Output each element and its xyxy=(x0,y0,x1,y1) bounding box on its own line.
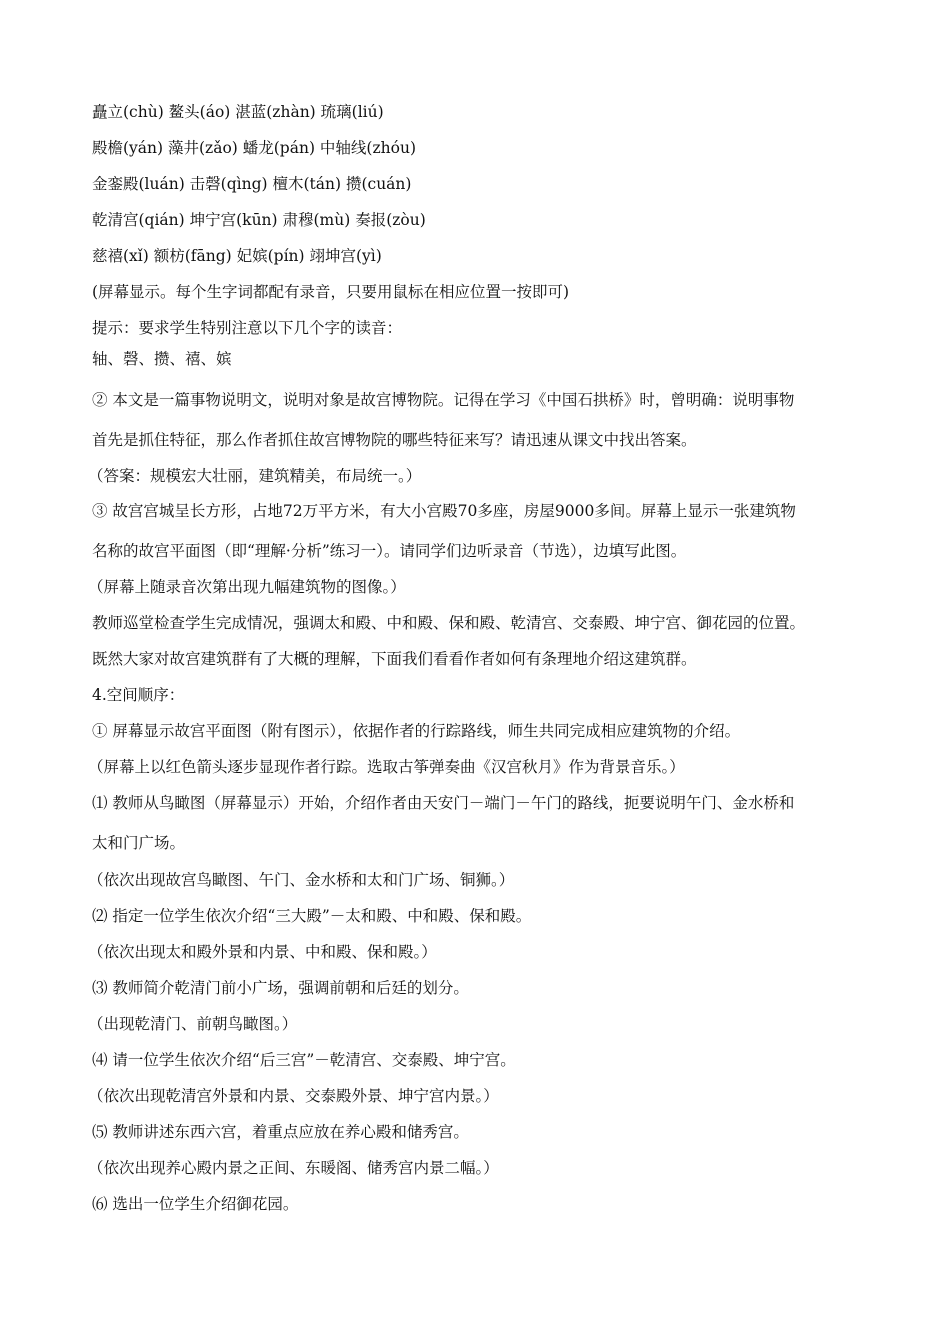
item-4-line: ⑷ 请一位学生依次介绍“后三宫”－乾清宫、交泰殿、坤宁宫。 xyxy=(92,1051,516,1069)
paragraph-2-line-2: 首先是抓住特征，那么作者抓住故宫博物院的哪些特征来写？请迅速从课文中找出答案。 xyxy=(92,431,697,449)
paragraph-3-line-1: ③ 故宫宫城呈长方形，占地72万平方米，有大小宫殿70多座，房屋9000多间。屏幕上显示一张建筑物 xyxy=(92,502,796,520)
screen-note-images: （屏幕上随录音次第出现九幅建筑物的图像。） xyxy=(88,578,406,596)
answer-note: （答案：规模宏大壮丽，建筑精美，布局统一。） xyxy=(88,467,422,485)
screen-note-arrows: （屏幕上以红色箭头逐步显现作者行踪。选取古筝弹奏曲《汉宫秋月》作为背景音乐。） xyxy=(88,758,685,776)
transition-line: 既然大家对故宫建筑群有了大概的理解，下面我们看看作者如何有条理地介绍这建筑群。 xyxy=(92,650,697,668)
vocab-line-1: 矗立(chù) 鳌头(áo) 湛蓝(zhàn) 琉璃(liú) xyxy=(92,103,384,121)
item-1-line-2: 太和门广场。 xyxy=(92,834,186,852)
vocab-line-4: 乾清宫(qián) 坤宁宫(kūn) 肃穆(mù) 奏报(zòu) xyxy=(92,211,426,229)
vocab-line-5: 慈禧(xǐ) 额枋(fāng) 妃嫔(pín) 翊坤宫(yì) xyxy=(92,247,382,265)
item-1-line-1: ⑴ 教师从鸟瞰图（屏幕显示）开始，介绍作者由天安门－端门－午门的路线，扼要说明午门、金水桥和 xyxy=(92,794,795,812)
item-2-line: ⑵ 指定一位学生依次介绍“三大殿”－太和殿、中和殿、保和殿。 xyxy=(92,907,532,925)
item-5-note: （依次出现养心殿内景之正间、东暖阁、储秀宫内景二幅。） xyxy=(88,1159,499,1177)
item-3-note: （出现乾清门、前朝鸟瞰图。） xyxy=(88,1015,298,1033)
step-1-line: ① 屏幕显示故宫平面图（附有图示），依据作者的行踪路线，师生共同完成相应建筑物的介绍。 xyxy=(92,722,741,740)
item-5-line: ⑸ 教师讲述东西六宫，着重点应放在养心殿和储秀宫。 xyxy=(92,1123,469,1141)
screen-note: (屏幕显示。每个生字词都配有录音，只要用鼠标在相应位置一按即可) xyxy=(92,283,570,301)
teacher-check-line: 教师巡堂检查学生完成情况，强调太和殿、中和殿、保和殿、乾清宫、交泰殿、坤宁宫、御花园的位置。 xyxy=(92,614,806,632)
section-heading-spatial-order: 4.空间顺序： xyxy=(92,686,185,704)
paragraph-3-line-2: 名称的故宫平面图（即“理解·分析”练习一）。请同学们边听录音（节选），边填写此图。 xyxy=(92,542,687,560)
vocab-line-3: 金銮殿(luán) 击磬(qìng) 檀木(tán) 攒(cuán) xyxy=(92,175,412,193)
hint-characters: 轴、磬、攒、禧、嫔 xyxy=(92,350,232,368)
item-2-note: （依次出现太和殿外景和内景、中和殿、保和殿。） xyxy=(88,943,437,961)
vocab-line-2: 殿檐(yán) 藻井(zǎo) 蟠龙(pán) 中轴线(zhóu) xyxy=(92,139,416,157)
hint-line: 提示：要求学生特别注意以下几个字的读音： xyxy=(92,319,403,337)
item-1-note: （依次出现故宫鸟瞰图、午门、金水桥和太和门广场、铜狮。） xyxy=(88,871,515,889)
paragraph-2-line-1: ② 本文是一篇事物说明文，说明对象是故宫博物院。记得在学习《中国石拱桥》时，曾明确：说明事物 xyxy=(92,391,795,409)
item-3-line: ⑶ 教师简介乾清门前小广场，强调前朝和后廷的划分。 xyxy=(92,979,469,997)
item-6-line: ⑹ 选出一位学生介绍御花园。 xyxy=(92,1195,299,1213)
item-4-note: （依次出现乾清宫外景和内景、交泰殿外景、坤宁宫内景。） xyxy=(88,1087,499,1105)
